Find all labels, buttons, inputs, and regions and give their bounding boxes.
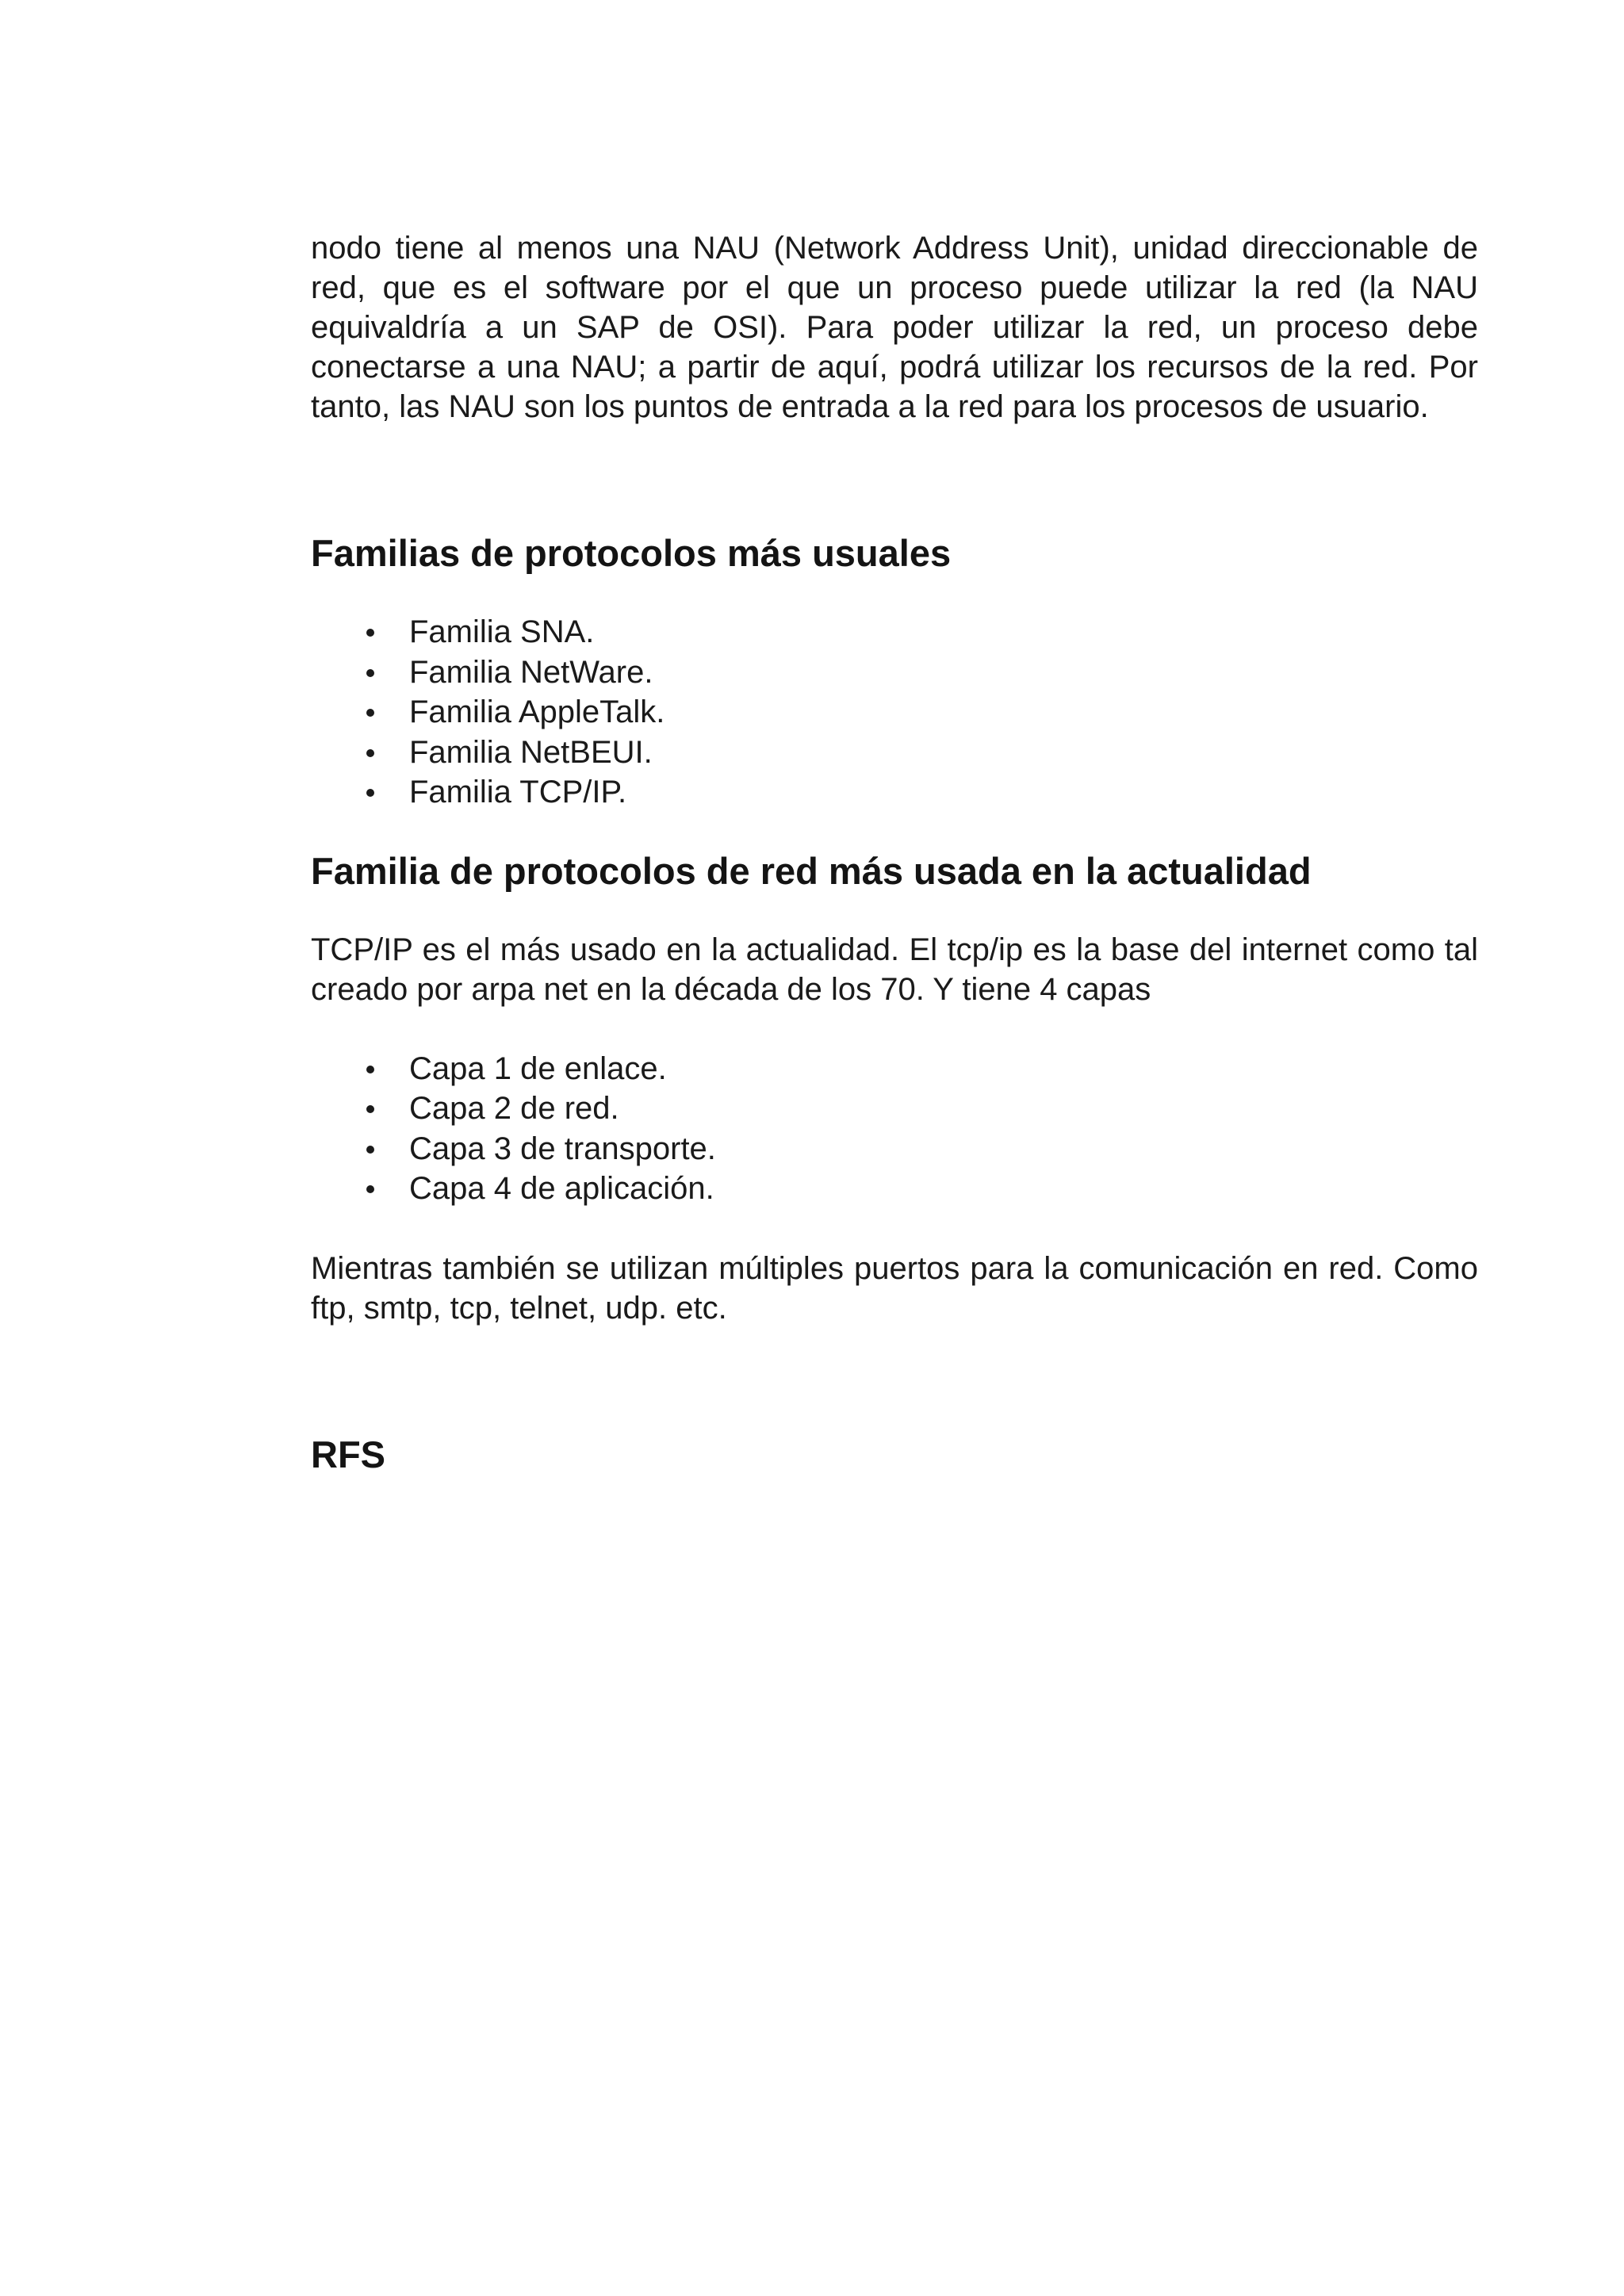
tcpip-paragraph: TCP/IP es el más usado en la actualidad. El tcp/ip es la base del internet como tal creado por arpa net en la década de los 70. Y tiene 4 capas	[311, 932, 1478, 1007]
bullet-icon	[366, 1105, 374, 1113]
list-item-text: Familia NetBEUI.	[409, 734, 653, 770]
list-item-text: Familia SNA.	[409, 614, 595, 649]
list-item-text: Familia TCP/IP.	[409, 775, 627, 809]
list-item-text: Capa 1 de enlace.	[409, 1050, 667, 1086]
list-item-text: Capa 2 de red.	[409, 1091, 619, 1126]
bullet-icon	[366, 789, 374, 797]
document-body	[311, 228, 1478, 1479]
list-item	[311, 692, 1478, 733]
capas-list	[311, 1049, 1478, 1209]
list-item-text: Capa 4 de aplicación.	[409, 1171, 714, 1206]
list-item	[311, 652, 1478, 693]
list-item-text: Capa 3 de transporte.	[409, 1131, 716, 1166]
bullet-icon	[366, 709, 374, 717]
puertos-paragraph: Mientras también se utilizan múltiples puertos para la comunicación en red. Como ftp, smtp, tcp, telnet, udp. etc.	[311, 1250, 1478, 1326]
bullet-icon	[366, 749, 374, 757]
list-item	[311, 733, 1478, 773]
heading-rfs: RFS	[311, 1433, 385, 1475]
list-item	[311, 1049, 1478, 1089]
bullet-icon	[366, 1185, 374, 1193]
bullet-icon	[366, 669, 374, 677]
list-item-text: Familia AppleTalk.	[409, 695, 665, 729]
list-item	[311, 1089, 1478, 1129]
heading-familia-mas-usada: Familia de protocolos de red más usada en la actualidad	[311, 849, 1312, 892]
familias-list	[311, 612, 1478, 813]
list-item	[311, 612, 1478, 652]
bullet-icon	[366, 1146, 374, 1154]
list-item	[311, 772, 1478, 813]
heading-familias-protocolos: Familias de protocolos más usuales	[311, 532, 952, 574]
bullet-icon	[366, 1066, 374, 1073]
list-item-text: Familia NetWare.	[409, 654, 653, 690]
list-item	[311, 1169, 1478, 1209]
bullet-icon	[366, 629, 374, 637]
intro-paragraph: nodo tiene al menos una NAU (Network Address Unit), unidad direccionable de red, que es el software por el que un proceso puede utilizar la red (la NAU equivaldría a un SAP de OSI). Para poder utilizar la red, un proceso debe conectarse a una NAU; a partir de aquí, podrá utilizar los recursos de la red. Por tanto, las NAU son los puntos de entrada a la red para los procesos de usuario.	[311, 231, 1478, 424]
list-item	[311, 1129, 1478, 1169]
